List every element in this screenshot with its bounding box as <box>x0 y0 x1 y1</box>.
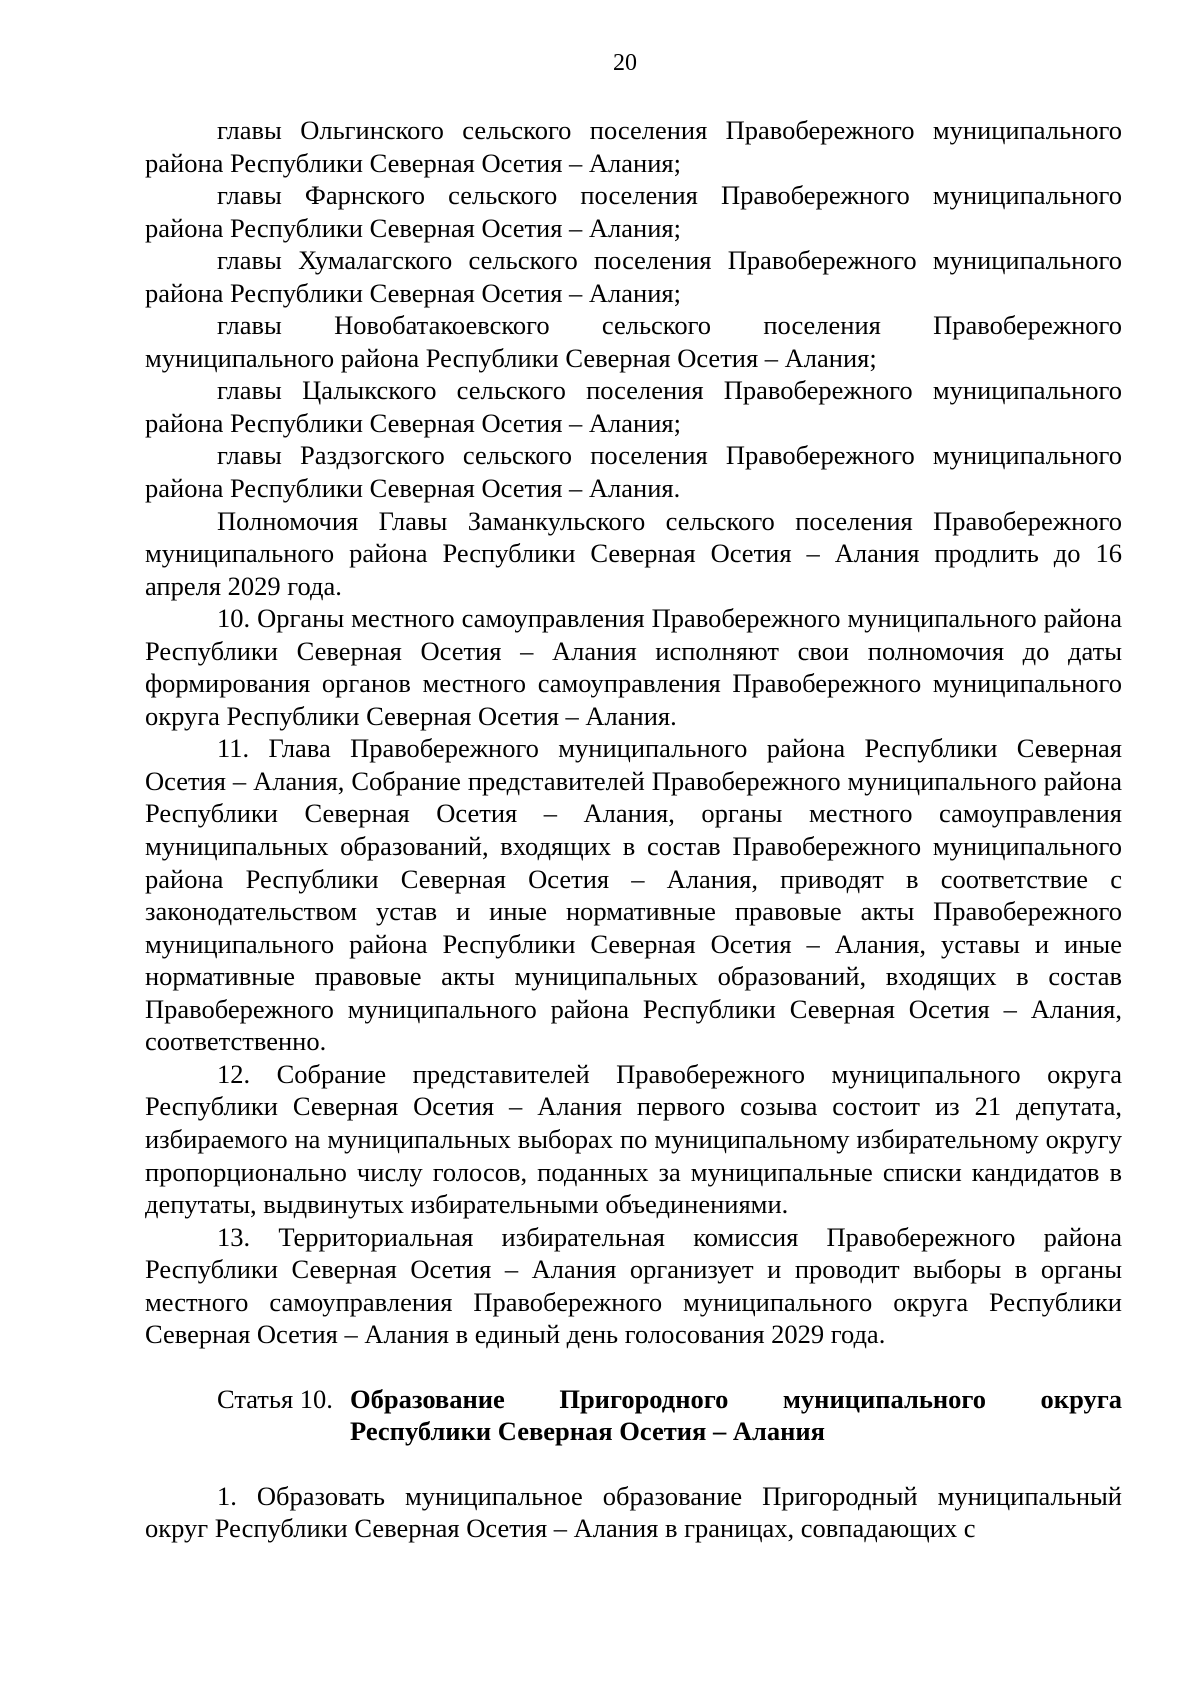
paragraph-olginskoe: главы Ольгинского сельского поселения Правобережного муниципального района Республики Северная Осетия – Алания; <box>145 115 1122 178</box>
paragraph-farnskoe: главы Фарнского сельского поселения Правобережного муниципального района Республики Северная Осетия – Алания; <box>145 180 1122 243</box>
paragraph-tsalykskoe: главы Цалыкского сельского поселения Правобережного муниципального района Республики Северная Осетия – Алания; <box>145 375 1122 438</box>
paragraph-razdzogskoe: главы Раздзогского сельского поселения Правобережного муниципального района Республики Северная Осетия – Алания. <box>145 440 1122 504</box>
article-label: Статья 10. <box>217 1383 333 1414</box>
article-title: Образование Пригородного муниципального округа Республики Северная Осетия – Алания <box>350 1383 1122 1447</box>
paragraph-novobatakoevskoe: главы Новобатакоевского сельского поселения Правобережного муниципального района Республики Северная Осетия – Алания; <box>145 310 1122 373</box>
paragraph-khumalagskoe: главы Хумалагского сельского поселения Правобережного муниципального района Республики Северная Осетия – Алания; <box>145 245 1122 308</box>
paragraph-article-10-item-1: 1. Образовать муниципальное образование Пригородный муниципальный округ Республики Северная Осетия – Алания в границах, совпадающих с <box>145 1480 1122 1544</box>
article-heading <box>145 1383 1122 1448</box>
page-number: 20 <box>613 50 637 76</box>
paragraph-item-13: 13. Территориальная избирательная комиссия Правобережного района Республики Северная Осетия – Алания организует и проводит выборы в органы местного самоуправления Правобережного муниципального округа Республики Северная Осетия – Алания в единый день голосования 2029 года. <box>145 1221 1122 1350</box>
paragraph-zamankulskoe-powers: Полномочия Главы Заманкульского сельского поселения Правобережного муниципального района Республики Северная Осетия – Алания продлить до 16 апреля 2029 года. <box>145 505 1122 601</box>
paragraph-item-12: 12. Собрание представителей Правобережного муниципального округа Республики Северная Осетия – Алания первого созыва состоит из 21 депутата, избираемого на муниципальных выборах по муниципальному избирательному округу пропорционально числу голосов, поданных за муниципальные списки кандидатов в депутаты, выдвинутых избирательными объединениями. <box>145 1058 1122 1220</box>
document-body <box>145 114 1122 1545</box>
paragraph-item-10: 10. Органы местного самоуправления Правобережного муниципального района Республики Северная Осетия – Алания исполняют свои полномочия до даты формирования органов местного самоуправления Правобережного муниципального округа Республики Северная Осетия – Алания. <box>145 603 1122 731</box>
paragraph-item-11: 11. Глава Правобережного муниципального района Республики Северная Осетия – Алания, Собрание представителей Правобережного муниципального района Республики Северная Осетия – Алания, органы местного самоуправления муниципальных образований, входящих в состав Правобережного муниципального района Республики Северная Осетия – Алания, приводят в соответствие с законодательством устав и иные нормативные правовые акты Правобережного муниципального района Республики Северная Осетия – Алания, уставы и иные нормативные правовые акты муниципальных образований, входящих в состав Правобережного муниципального района Республики Северная Осетия – Алания, соответственно. <box>145 733 1122 1057</box>
